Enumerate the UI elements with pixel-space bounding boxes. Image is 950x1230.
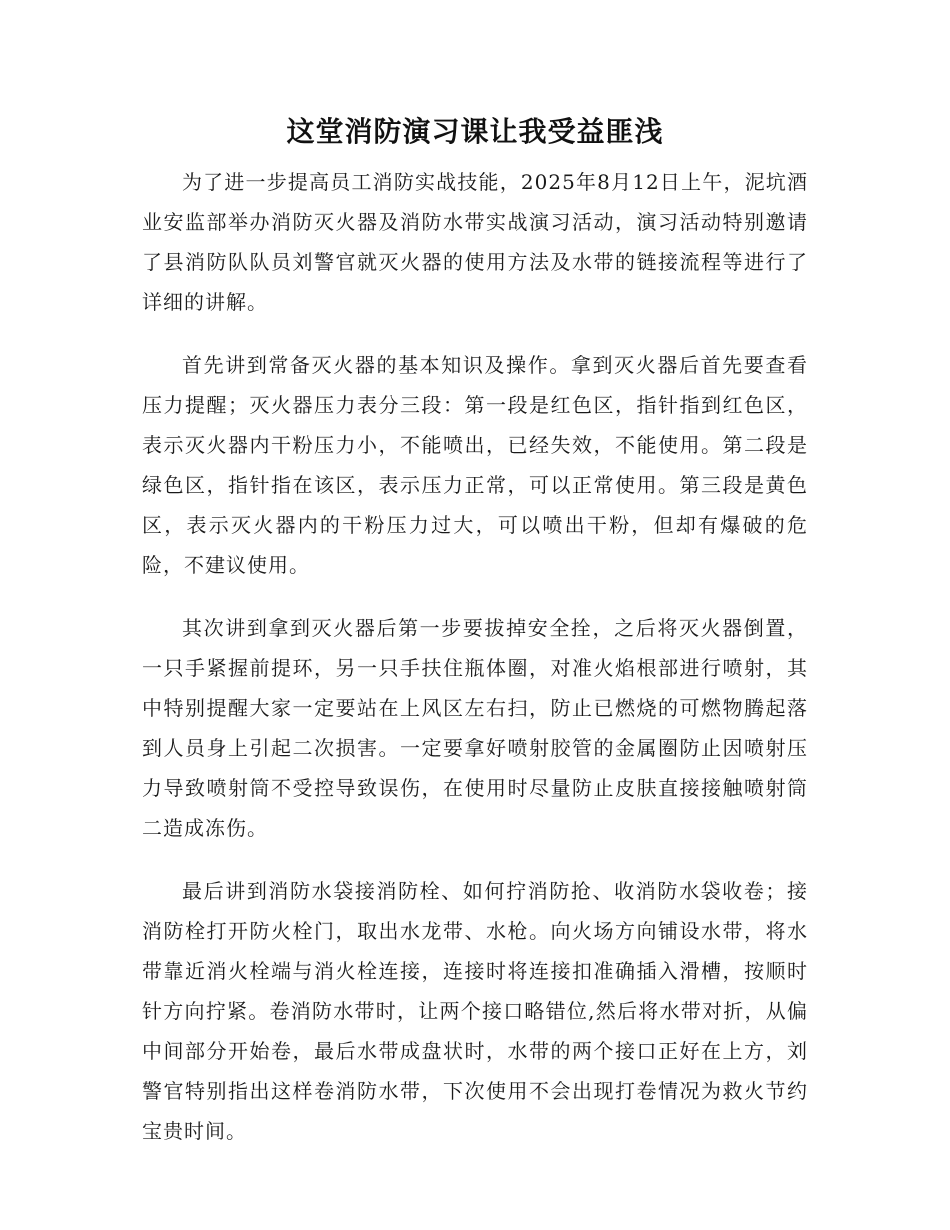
paragraph-pressure-gauge: 首先讲到常备灭火器的基本知识及操作。拿到灭火器后首先要查看压力提醒；灭火器压力表分三段：第一段是红色区，指针指到红色区，表示灭火器内干粉压力小，不能喷出，已经失效，不能使用。第二段是绿色区，指针指在该区，表示压力正常，可以正常使用。第三段是黄色区，表示灭火器内的干粉压力过大，可以喷出干粉，但却有爆破的危险，不建议使用。 [142, 353, 808, 577]
document-body [142, 162, 808, 1174]
document-title: 这堂消防演习课让我受益匪浅 [286, 115, 664, 148]
paragraph-extinguisher-operation: 其次讲到拿到灭火器后第一步要拔掉安全拴，之后将灭火器倒置，一只手紧握前提环，另一只手扶住瓶体圈，对准火焰根部进行喷射，其中特别提醒大家一定要站在上风区左右扫，防止已燃烧的可燃物腾起落到人员身上引起二次损害。一定要拿好喷射胶管的金属圈防止因喷射压力导致喷射筒不受控导致误伤，在使用时尽量防止皮肤直接接触喷射筒二造成冻伤。 [142, 616, 808, 840]
paragraph-intro: 为了进一步提高员工消防实战技能，2025年8月12日上午，泥坑酒业安监部举办消防灭火器及消防水带实战演习活动，演习活动特别邀请了县消防队队员刘警官就灭火器的使用方法及水带的链接流程等进行了详细的讲解。 [142, 170, 808, 314]
paragraph-fire-hose: 最后讲到消防水袋接消防栓、如何拧消防抢、收消防水袋收卷；接消防栓打开防火栓门，取出水龙带、水枪。向火场方向铺设水带，将水带靠近消火栓端与消火栓连接，连接时将连接扣准确插入滑槽，按顺时针方向拧紧。卷消防水带时，让两个接口略错位,然后将水带对折，从偏中间部分开始卷，最后水带成盘状时，水带的两个接口正好在上方，刘警官特别指出这样卷消防水带，下次使用不会出现打卷情况为救火节约宝贵时间。 [142, 879, 808, 1143]
